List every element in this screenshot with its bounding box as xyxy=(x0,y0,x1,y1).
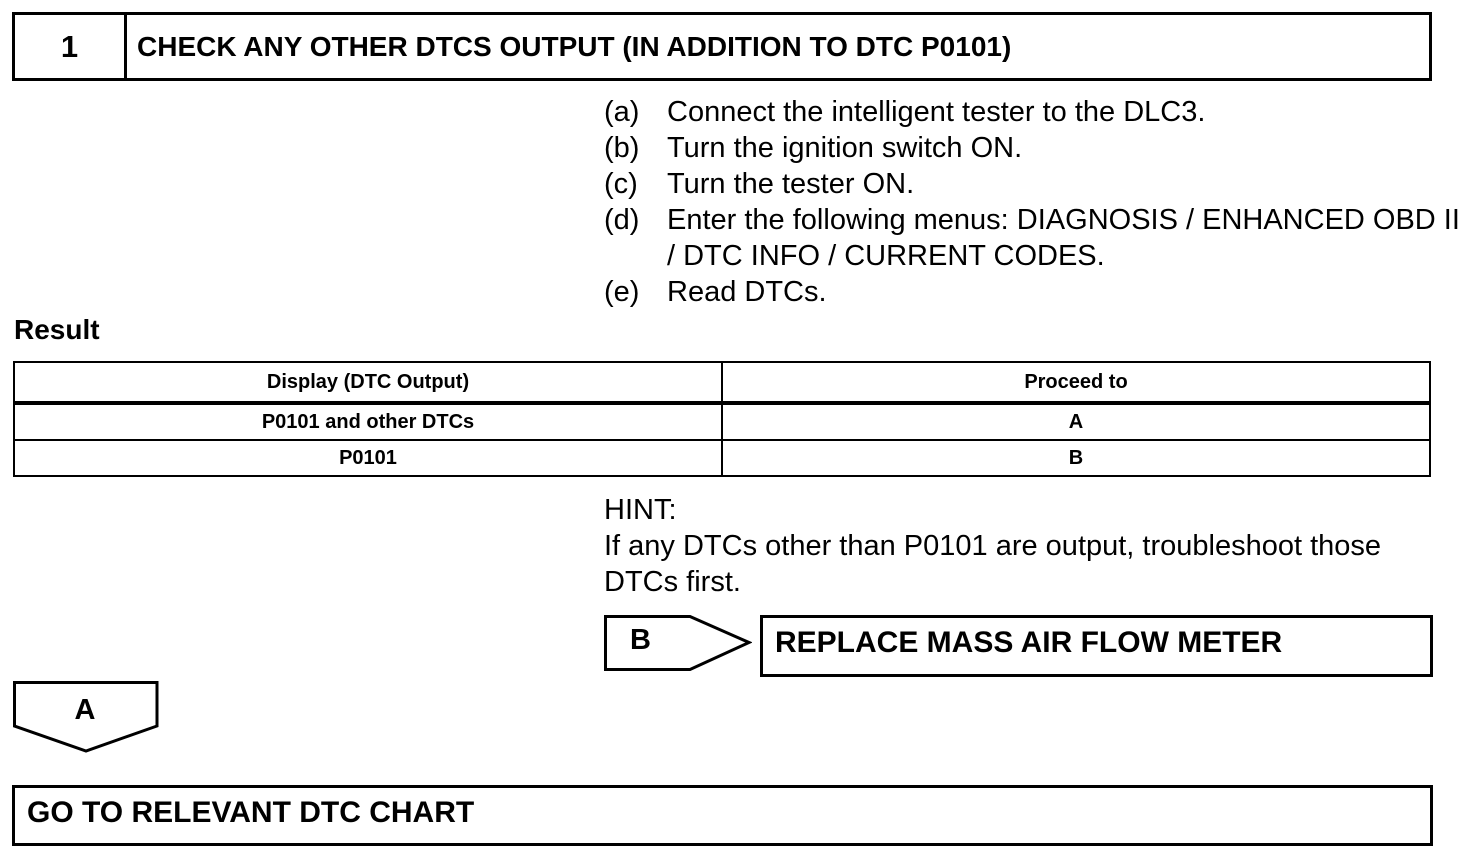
hint-block xyxy=(604,492,1444,600)
branch-a-arrow xyxy=(13,681,159,753)
procedure-item xyxy=(604,94,1464,130)
procedure-letter: (c) xyxy=(604,168,638,200)
goto-action-box xyxy=(12,785,1433,846)
procedure-letter: (a) xyxy=(604,96,640,128)
table-cell: B xyxy=(722,440,1430,476)
result-table xyxy=(13,361,1431,477)
table-row xyxy=(14,440,1430,476)
procedure-text: Turn the tester ON. xyxy=(667,168,915,200)
column-header-proceed: Proceed to xyxy=(722,362,1430,403)
goto-action-text: GO TO RELEVANT DTC CHART xyxy=(27,795,475,829)
replace-action-box xyxy=(760,615,1433,677)
branch-b-arrow xyxy=(604,615,752,671)
step-header xyxy=(12,12,1432,81)
procedure-item xyxy=(604,274,1464,310)
procedure-list xyxy=(604,94,1464,310)
procedure-text: Connect the intelligent tester to the DLC3. xyxy=(667,96,1206,128)
table-row xyxy=(14,403,1430,440)
procedure-letter: (d) xyxy=(604,204,640,236)
procedure-item xyxy=(604,130,1464,166)
column-header-display: Display (DTC Output) xyxy=(14,362,722,403)
table-header-row xyxy=(14,362,1430,403)
procedure-text: Turn the ignition switch ON. xyxy=(667,132,1023,164)
right-arrow-icon xyxy=(604,615,752,671)
step-number: 1 xyxy=(15,15,127,78)
procedure-text: Read DTCs. xyxy=(667,276,827,308)
procedure-item xyxy=(604,202,1464,274)
branch-a-label: A xyxy=(74,694,96,726)
procedure-item xyxy=(604,166,1464,202)
procedure-text: Enter the following menus: DIAGNOSIS / ENHANCED OBD II / DTC INFO / CURRENT CODES. xyxy=(667,204,1460,272)
replace-action-text: REPLACE MASS AIR FLOW METER xyxy=(775,626,1283,659)
table-cell: A xyxy=(722,403,1430,440)
procedure-letter: (e) xyxy=(604,276,640,308)
branch-b-label: B xyxy=(630,624,651,656)
hint-text: If any DTCs other than P0101 are output, troubleshoot those DTCs first. xyxy=(604,530,1382,598)
table-cell: P0101 and other DTCs xyxy=(14,403,722,440)
step-title: CHECK ANY OTHER DTCS OUTPUT (IN ADDITION TO DTC P0101) xyxy=(137,30,1012,62)
table-cell: P0101 xyxy=(14,440,722,476)
procedure-letter: (b) xyxy=(604,132,640,164)
result-heading: Result xyxy=(14,314,100,345)
hint-label: HINT: xyxy=(604,494,677,526)
